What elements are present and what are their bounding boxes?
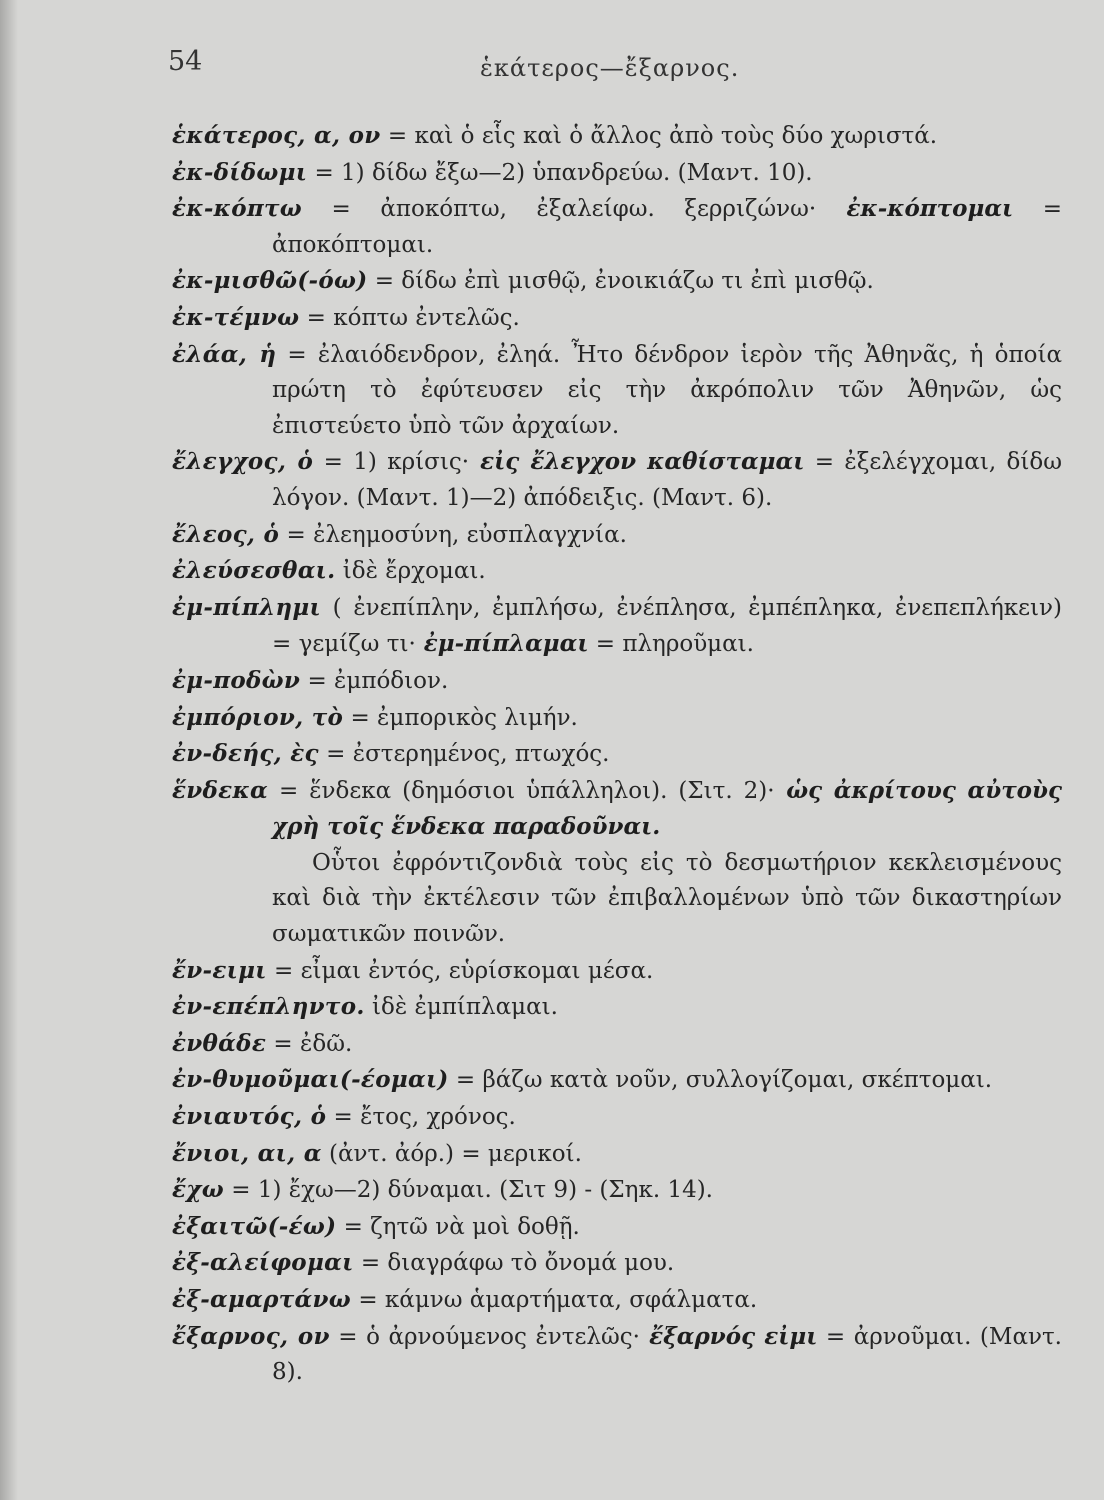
headword: ἐκ-μισθῶ(-όω) xyxy=(172,267,368,295)
entry-eniautos xyxy=(172,1099,1062,1136)
definition: = διαγράφω τὸ ὄνομά μου. xyxy=(353,1250,675,1277)
definition: = ἀποκόπτω, ἐξαλείφω. ξερριζώνω· xyxy=(301,196,817,223)
definition: = κάμνω ἁμαρτήματα, σφάλματα. xyxy=(351,1287,758,1313)
entry-enioi xyxy=(172,1136,1062,1173)
headword: ἐξ-αμαρτάνω xyxy=(172,1286,352,1313)
headword: ἐκ-τέμνω xyxy=(172,303,300,331)
headword: ἔνιοι, αι, α xyxy=(172,1139,322,1167)
entry-examartano xyxy=(172,1282,1062,1319)
page-binding-shadow xyxy=(0,0,18,1500)
phrase: ἐμ-πίπλαμαι xyxy=(415,630,589,658)
definition: = δίδω ἐπὶ μισθῷ, ἐνοικιάζω τι ἐπὶ μισθῷ. xyxy=(367,268,874,295)
definition: = ἐδῶ. xyxy=(266,1030,353,1057)
entry-eleusesthai xyxy=(172,553,1062,590)
definition: = ἐλαιόδενδρον, ἐληά. Ἦτο δένδρον ἱερὸν τῆς Ἀθηνᾶς, ἡ ὁποία πρώτη τὸ ἐφύτευσεν εἰς τὴν ἀκρόπολιν τῶν Ἀθηνῶν, ὡς ἐπιστεύετο ὑπὸ τῶν ἀρχαίων. xyxy=(272,341,1062,439)
entry-enepeplento xyxy=(172,989,1062,1026)
headword: ἐν-θυμοῦμαι(-έομαι) xyxy=(172,1066,449,1094)
headword: ἐνθάδε xyxy=(172,1029,267,1057)
headword: ἐνιαυτός, ὁ xyxy=(172,1103,327,1131)
headword: ἔλεγχος, ὁ xyxy=(172,448,314,476)
definition: = ἐμπορικὸς λιμήν. xyxy=(343,704,578,731)
entry-ekdidomi xyxy=(172,155,1062,192)
definition: = ἐμπόδιον. xyxy=(300,667,449,694)
definition: = 1) δίδω ἔξω—2) ὑπανδρεύω. (Μαντ. 10). xyxy=(307,159,813,186)
definition: = ἕνδεκα (δημόσιοι ὑπάλληλοι). (Σιτ. 2)· xyxy=(268,777,775,804)
definition: = ἐλεημοσύνη, εὐσπλαγχνία. xyxy=(279,521,627,548)
headword: ἔχω xyxy=(172,1176,224,1204)
definition: = 1) κρίσις· xyxy=(313,449,470,476)
entry-empiplemi xyxy=(172,590,1062,663)
definition: = ὁ ἀρνούμενος ἐντελῶς· xyxy=(329,1323,640,1350)
phrase: εἰς ἔλεγχον καθίσταμαι xyxy=(469,448,805,476)
running-head: ἑκάτερος—ἔξαρνος. xyxy=(480,54,740,82)
phrase: ἐκ-κόπτομαι xyxy=(816,195,1014,223)
definition: = καὶ ὁ εἷς καὶ ὁ ἄλλος ἀπὸ τοὺς δύο χωριστά. xyxy=(380,123,938,149)
entry-enthade xyxy=(172,1026,1062,1063)
headword: ἐλεύσεσθαι. xyxy=(172,557,336,585)
phrase: ὡς ἀκρίτους αὐτοὺς χρὴ τοῖς ἕνδεκα παραδοῦναι. xyxy=(272,776,1062,841)
entry-ekmistho xyxy=(172,263,1062,300)
page-number: 54 xyxy=(168,46,203,77)
entry-emporion xyxy=(172,700,1062,737)
definition: = βάζω κατὰ νοῦν, συλλογίζομαι, σκέπτομαι. xyxy=(448,1067,993,1094)
headword: ἔν-ειμι xyxy=(172,956,267,984)
definition: ( ἐνεπίπλην, ἐμπλήσω, ἐνέπλησα, ἐμπέπληκα, ἐνεπεπλήκειν) = γεμίζω τι· xyxy=(272,594,1062,658)
headword: ἐξαιτῶ(-έω) xyxy=(172,1212,337,1240)
headword: ἐκ-κόπτω xyxy=(172,195,302,223)
entry-ekkopto xyxy=(172,191,1062,263)
definition: ἰδὲ ἐμπίπλαμαι. xyxy=(364,994,558,1021)
note-paragraph xyxy=(172,846,1062,953)
headword: ἕνδεκα xyxy=(172,776,269,804)
entry-echo xyxy=(172,1172,1062,1209)
definition: = κόπτω ἐντελῶς. xyxy=(299,304,520,331)
page-header xyxy=(168,46,1048,96)
definition: (ἀντ. ἀόρ.) = μερικοί. xyxy=(321,1140,582,1167)
headword: ἐν-δεής, ὲς xyxy=(172,740,319,768)
headword: ἐμ-πίπλημι xyxy=(172,593,321,621)
entry-endees xyxy=(172,736,1062,773)
entry-eneimi xyxy=(172,953,1062,990)
entry-elenchos xyxy=(172,444,1062,516)
definition: = ἐστερημένος, πτωχός. xyxy=(318,741,610,768)
entry-elaa xyxy=(172,337,1062,445)
entry-hendeka xyxy=(172,773,1062,846)
headword: ἐλάα, ἡ xyxy=(172,340,277,368)
dictionary-entries xyxy=(172,118,1062,1391)
headword: ἔλεος, ὁ xyxy=(172,520,280,548)
definition: = εἶμαι ἐντός, εὑρίσκομαι μέσα. xyxy=(266,957,654,984)
headword: ἐν-επέπληντο. xyxy=(172,993,365,1021)
headword: ἐμ-ποδὼν xyxy=(172,666,301,694)
headword: ἐκ-δίδωμι xyxy=(172,158,308,186)
note-text: Οὗτοι ἐφρόντιζονδιὰ τοὺς εἰς τὸ δεσμωτήριον κεκλεισμένους καὶ διὰ τὴν ἐκτέλεσιν τῶν ἐπιβαλλομένων ὑπὸ τῶν δικαστηρίων σωματικῶν ποινῶν. xyxy=(272,849,1062,948)
definition-continued: = ἀποκόπτομαι. xyxy=(272,196,1062,258)
definition: ἰδὲ ἔρχομαι. xyxy=(335,558,486,585)
definition-continued: = ἀρνοῦμαι. (Μαντ. 8). xyxy=(272,1323,1062,1386)
definition: = ζητῶ νὰ μοὶ δοθῇ. xyxy=(336,1213,580,1240)
entry-empodon xyxy=(172,663,1062,700)
entry-exaito xyxy=(172,1209,1062,1246)
entry-exarnos xyxy=(172,1319,1062,1391)
entry-ektemno xyxy=(172,300,1062,337)
headword: ἐμπόριον, τὸ xyxy=(172,703,344,731)
phrase: ἔξαρνός εἰμι xyxy=(639,1322,818,1350)
definition: = ἔτος, χρόνος. xyxy=(326,1104,516,1131)
headword: ἑκάτερος, α, ον xyxy=(172,122,381,149)
entry-ekateros xyxy=(172,118,1062,155)
entry-enthymoumai xyxy=(172,1062,1062,1099)
definition-continued: = πληροῦμαι. xyxy=(588,631,754,658)
headword: ἐξ-αλείφομαι xyxy=(172,1249,354,1277)
entry-exaleiphomai xyxy=(172,1245,1062,1282)
definition: = 1) ἔχω—2) δύναμαι. (Σιτ 9) - (Σηκ. 14). xyxy=(223,1177,713,1204)
headword: ἔξαρνος, ον xyxy=(172,1322,330,1350)
definition-continued: = ἐξελέγχομαι, δίδω λόγον. (Μαντ. 1)—2) ἀπόδειξις. (Μαντ. 6). xyxy=(272,449,1063,511)
entry-eleos xyxy=(172,517,1062,554)
